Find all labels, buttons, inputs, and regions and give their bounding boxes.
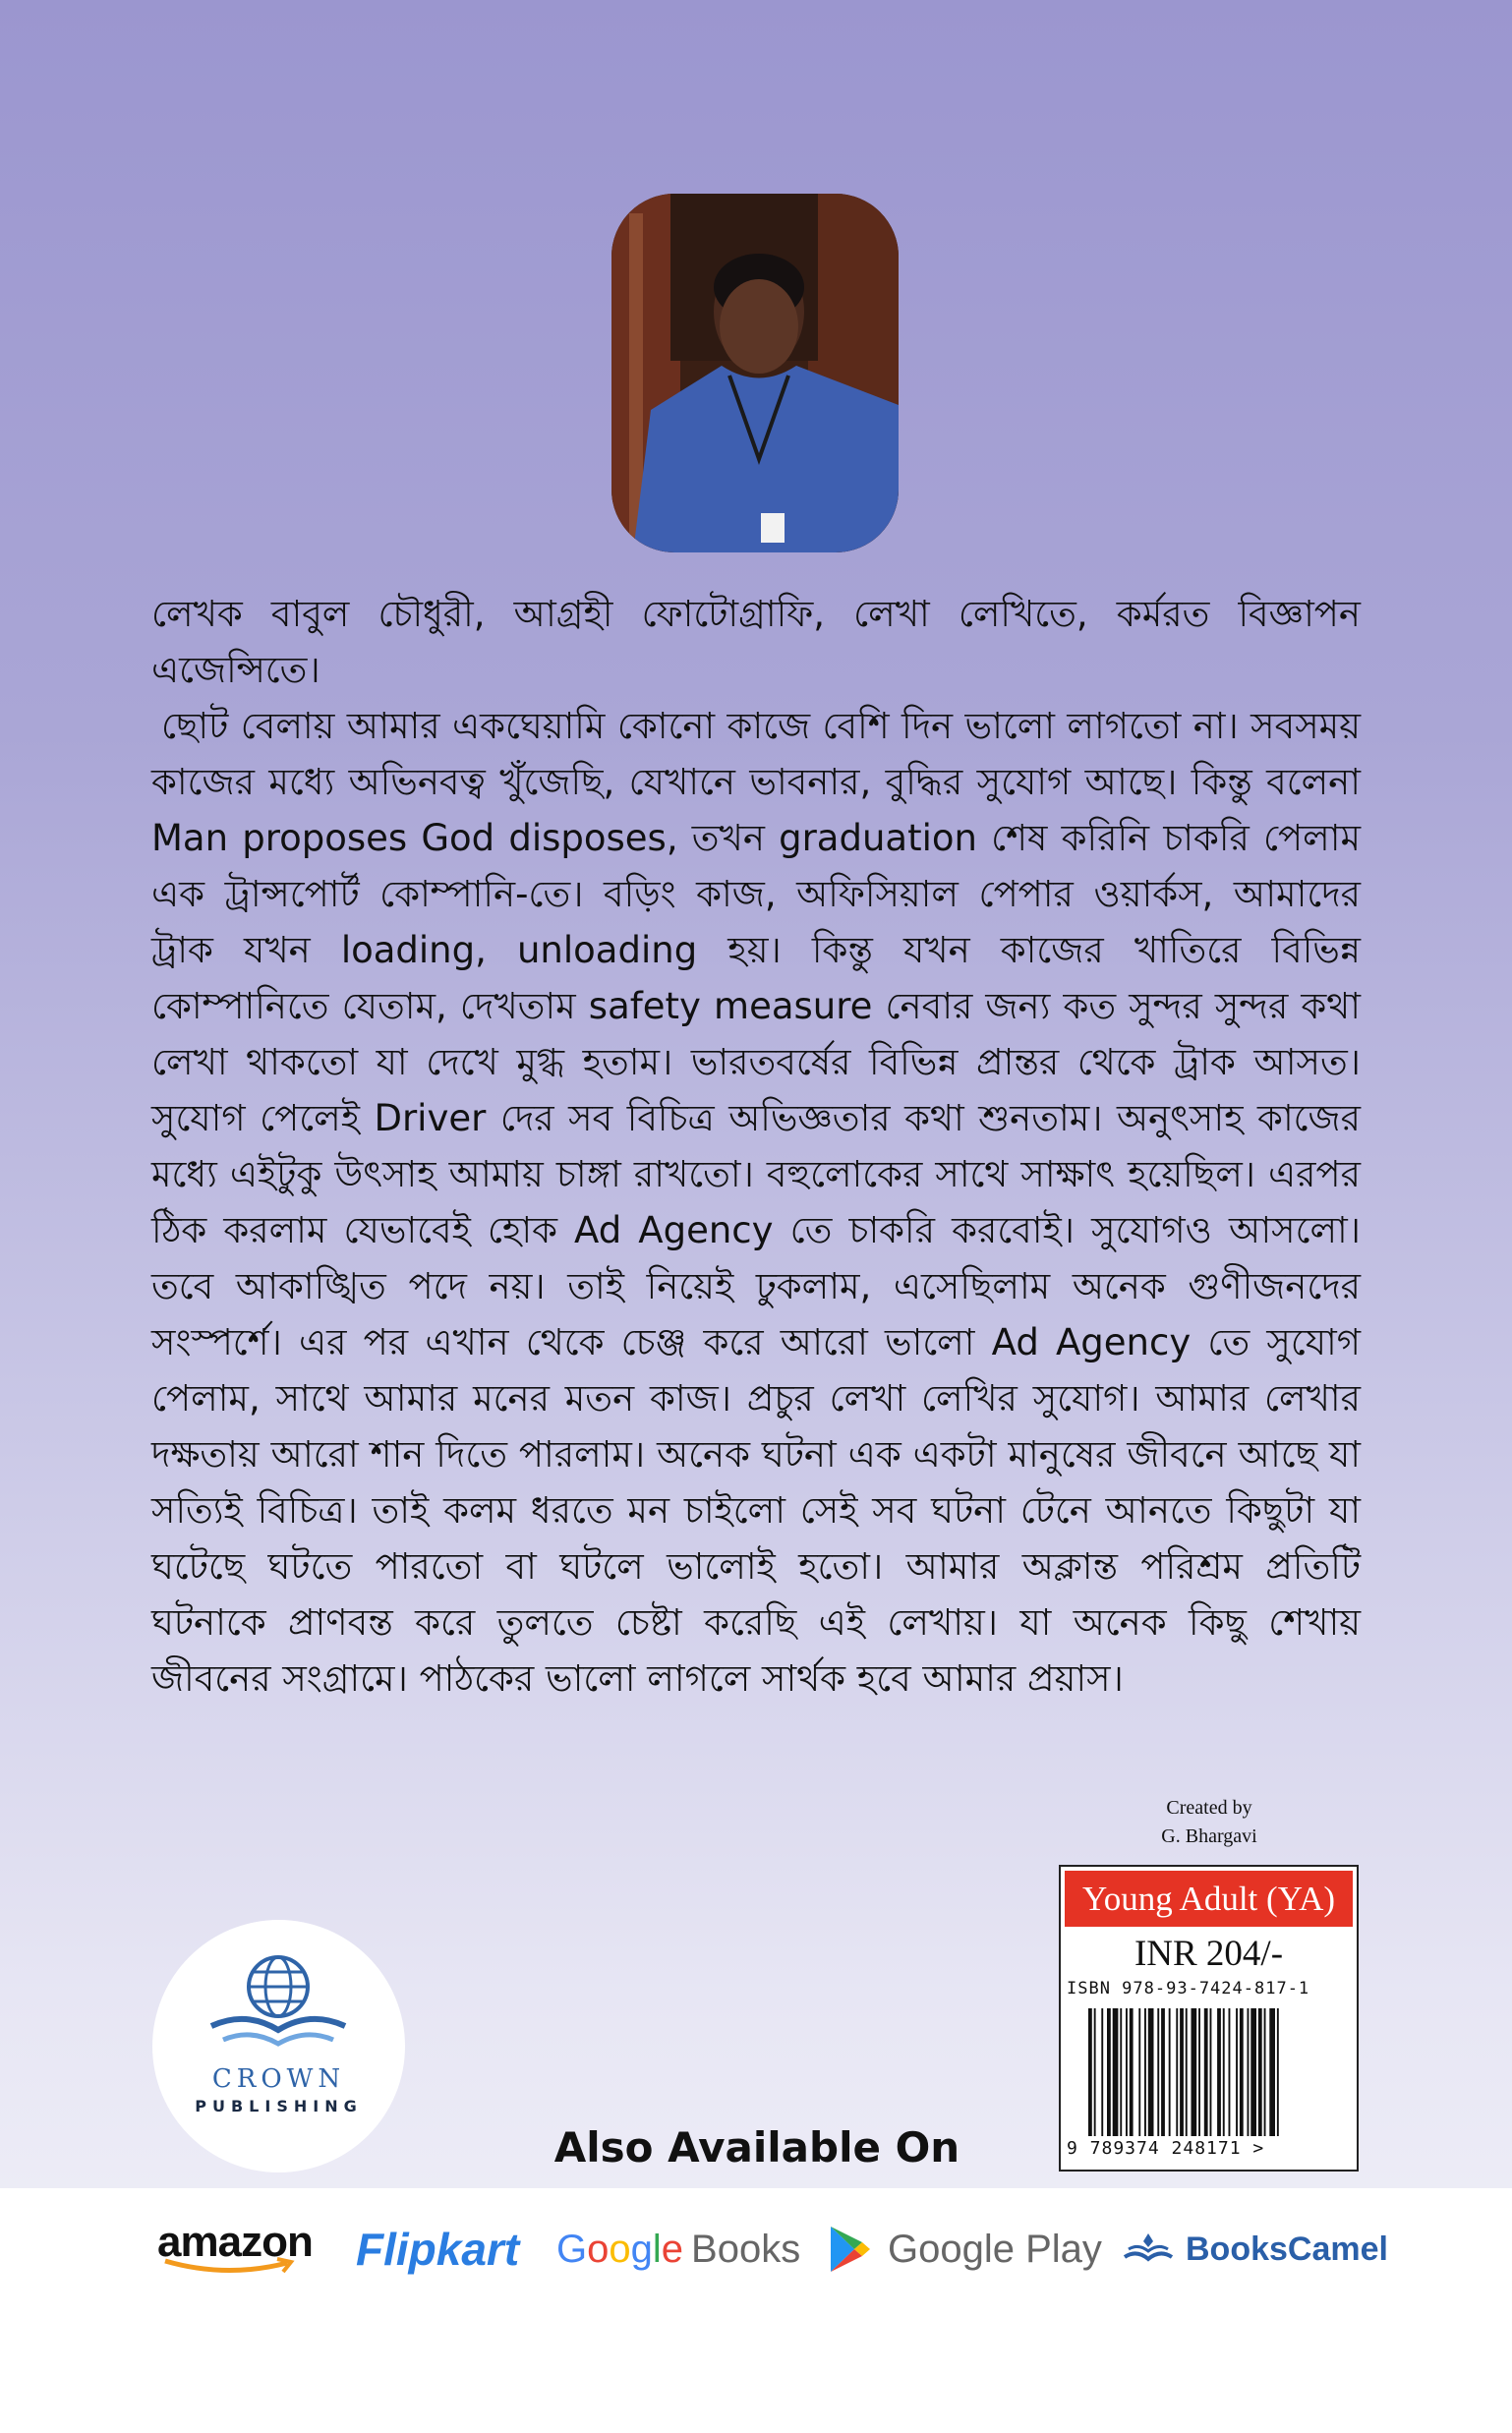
barcode-bar [1223, 2008, 1225, 2136]
amazon-label: amazon [157, 2218, 313, 2266]
barcode-bar [1198, 2008, 1200, 2136]
publisher-name: CROWN [211, 2064, 346, 2094]
play-triangle-icon [829, 2225, 872, 2274]
barcode-bar [1101, 2008, 1103, 2136]
barcode-bar [1113, 2008, 1119, 2136]
open-book-icon [1121, 2230, 1176, 2269]
credit-label: Created by [1166, 1797, 1252, 1819]
barcode-bar [1138, 2008, 1140, 2136]
barcode-bar [1176, 2008, 1178, 2136]
barcode-bar [1144, 2008, 1146, 2136]
barcode-bar [1180, 2008, 1184, 2136]
author-portrait-image [611, 194, 899, 552]
barcode-bar [1120, 2008, 1122, 2136]
author-photo [611, 194, 899, 552]
globe-open-book-icon [152, 1920, 405, 2067]
barcode-bar [1277, 2008, 1279, 2136]
google-books-logo [556, 2218, 800, 2281]
credit-name: G. Bhargavi [1161, 1825, 1257, 1847]
google-letter-o1: o [587, 2227, 610, 2271]
barcode-bar [1186, 2008, 1188, 2136]
barcode-bar [1217, 2008, 1221, 2136]
barcode-bar [1229, 2008, 1231, 2136]
cover-credit [1111, 1794, 1308, 1851]
google-letter-l: l [652, 2227, 662, 2271]
author-bio [151, 586, 1361, 1707]
google-books-label: Books [691, 2227, 801, 2271]
barcode-bar [1169, 2008, 1171, 2136]
barcode-bar [1240, 2008, 1244, 2136]
isbn-price-box [1059, 1865, 1359, 2172]
price-label: INR 204/- [1134, 1934, 1284, 1974]
barcode-bar [1258, 2008, 1262, 2136]
barcode-digits: 9 789374 248171 > [1067, 2138, 1265, 2159]
publisher-logo [152, 1920, 405, 2172]
google-letter-g: G [556, 2227, 588, 2271]
store-logos-bar [0, 2188, 1512, 2433]
barcode-bar [1157, 2008, 1159, 2136]
barcode-bar [1250, 2008, 1256, 2136]
flipkart-label: Flipkart [356, 2224, 520, 2275]
bio-paragraph-story: ছোট বেলায় আমার একঘেয়ামি কোনো কাজে বেশি দিন ভালো লাগতো না। সবসময় কাজের মধ্যে অভিনবত্ব খুঁজেছি, যেখানে ভাবনার, বুদ্ধির সুযোগ আছে। কিন্তু বলেনা Man proposes God disposes, তখন graduation শেষ করিনি চাকরি পেলাম এক ট্রান্সপোর্ট কোম্পানি-তে। বড়িং কাজ, অফিসিয়াল পেপার ওয়ার্কস, আমাদের ট্রাক যখন loading, unloading হয়। কিন্তু যখন কাজের খাতিরে বিভিন্ন কোম্পানিতে যেতাম, দেখতাম safety measure নেবার জন্য কত সুন্দর সুন্দর কথা লেখা থাকতো যা দেখে মুগ্ধ হতাম। ভারতবর্ষের বিভিন্ন প্রান্তর থেকে ট্রাক আসত। সুযোগ পেলেই Driver দের সব বিচিত্র অভিজ্ঞতার কথা শুনতাম। অনুৎসাহ কাজের মধ্যে এইটুকু উৎসাহ আমায় চাঙ্গা রাখতো। বহুলোকের সাথে সাক্ষাৎ হয়েছিল। এরপর ঠিক করলাম যেভাবেই হোক Ad Agency তে চাকরি করবোই। সুযোগও আসলো। তবে আকাঙ্খিত পদে নয়। তাই নিয়েই ঢুকলাম, এসেছিলাম অনেক গুণীজনদের সংস্পর্শে। এর পর এখান থেকে চেঞ্জ করে আরো ভালো Ad Agency তে সুযোগ পেলাম, সাথে আমার মনের মতন কাজ। প্রচুর লেখা লেখির সুযোগ। আমার লেখার দক্ষতায় আরো শান দিতে পারলাম। অনেক ঘটনা এক একটা মানুষের জীবনে আছে যা সত্যিই বিচিত্র। তাই কলম ধরতে মন চাইলো সেই সব ঘটনা টেনে আনতে কিছুটা যা ঘটেছে ঘটতে পারতো বা ঘটলে ভালোই হতো। আমার অক্লান্ত পরিশ্রম প্রতিটি ঘটনাকে প্রাণবন্ত করে তুলতে চেষ্টা করেছি এই লেখায়। যা অনেক কিছু শেখায় জীবনের সংগ্রামে। পাঠকের ভালো লাগলে সার্থক হবে আমার প্রয়াস। [151, 705, 1361, 1700]
barcode-bar [1107, 2008, 1111, 2136]
google-letter-g2: g [630, 2227, 653, 2271]
bookscamel-label: BooksCamel [1186, 2230, 1388, 2268]
barcode-image [1088, 2008, 1330, 2136]
amazon-smile-icon [157, 2257, 305, 2277]
barcode-bar [1130, 2008, 1134, 2136]
barcode-bar [1236, 2008, 1238, 2136]
genre-label: Young Adult (YA) [1065, 1871, 1353, 1927]
bio-paragraph-intro: লেখক বাবুল চৌধুরী, আগ্রহী ফোটোগ্রাফি, লেখা লেখিতে, কর্মরত বিজ্ঞাপন এজেন্সিতে। [151, 593, 1361, 691]
google-letter-o2: o [609, 2227, 631, 2271]
barcode-bar [1264, 2008, 1266, 2136]
barcode-bar [1210, 2008, 1212, 2136]
also-available-heading: Also Available On [553, 2123, 960, 2172]
barcode-bar [1148, 2008, 1154, 2136]
amazon-logo [157, 2218, 313, 2281]
barcode-bar [1161, 2008, 1165, 2136]
barcode-bar [1094, 2008, 1096, 2136]
barcode-bar [1126, 2008, 1128, 2136]
isbn-number: ISBN 978-93-7424-817-1 [1067, 1979, 1310, 1999]
barcode-bar [1269, 2008, 1275, 2136]
google-play-logo [829, 2218, 1102, 2281]
google-play-label: Google Play [888, 2227, 1102, 2271]
bookscamel-logo [1121, 2218, 1388, 2281]
barcode-bar [1204, 2008, 1208, 2136]
flipkart-logo [356, 2218, 519, 2281]
publisher-subtitle: PUBLISHING [195, 2097, 363, 2115]
google-letter-e: e [661, 2227, 684, 2271]
barcode-bar [1088, 2008, 1092, 2136]
barcode-bar [1192, 2008, 1197, 2136]
barcode-bar [1248, 2008, 1250, 2136]
